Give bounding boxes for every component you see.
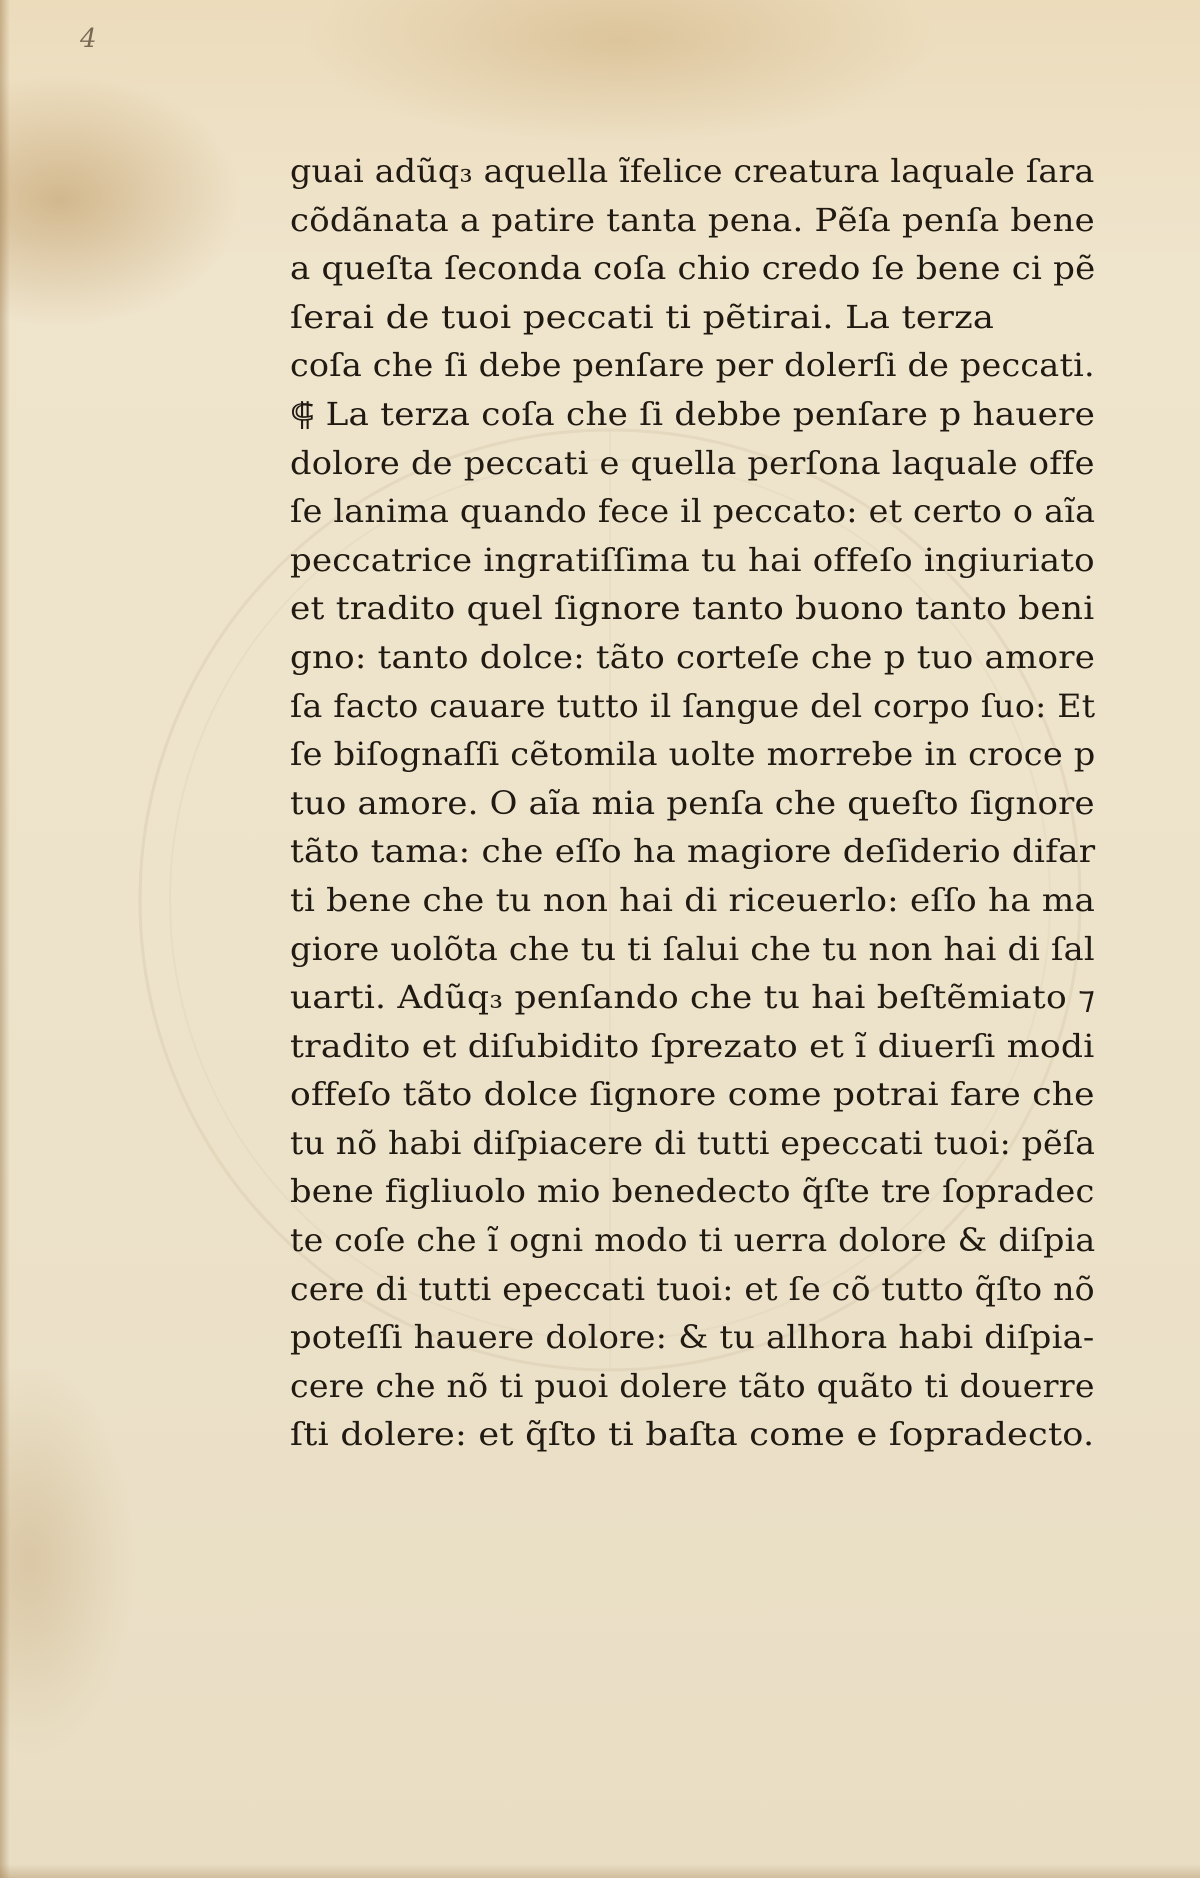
text-line: gno: tanto dolce: tãto corteſe che p tuo amore [290,639,1096,676]
text-line: cõdãnata a patire tanta pena. Pẽſa penſa bene [290,202,1095,239]
text-line: ⸿ La terza coſa che ſi debbe penſare p hauere [290,396,1096,433]
body-text [290,148,1096,1460]
text-line: guai adũq₃ aquella ĩfelice creatura laquale ſara [290,154,1095,190]
page-left-edge [0,0,10,1878]
text-line: ſti dolere: et q̃ſto ti baſta come e ſopradecto. [290,1417,1095,1454]
text-line: cere che nõ ti puoi dolere tãto quãto ti douerre [290,1368,1095,1405]
text-line: ti bene che tu non hai di riceuerlo: eſſo ha ma [290,882,1096,919]
section-heading: coſa che ſi debe penſare per dolerſi de peccati. [290,348,1095,385]
text-line: tradito et diſubidito ſprezato et ĩ diuerſi modi [290,1028,1095,1065]
text-line: et tradito quel ſignore tanto buono tanto beni [290,591,1095,628]
folio-number: 4 [80,24,97,54]
text-line: a queſta ſeconda coſa chio credo ſe bene ci pẽ [290,251,1096,288]
text-line: te coſe che ĩ ogni modo ti uerra dolore & diſpia [290,1223,1096,1260]
text-line: uarti. Adũq₃ penſando che tu hai beſtẽmiato ⁊ [290,980,1096,1017]
page-bottom-edge [0,1864,1200,1878]
text-line: giore uolõta che tu ti ſalui che tu non hai di ſal [290,931,1095,968]
text-line: ſerai de tuoi peccati ti pẽtirai. La terza [290,299,995,336]
text-line: ſe biſognaſſi cẽtomila uolte morrebe in croce p [290,737,1096,774]
text-line: cere di tutti epeccati tuoi: et ſe cõ tutto q̃ſto nõ [290,1271,1095,1308]
text-line: tãto tama: che eſſo ha magiore deſiderio difar [290,834,1096,871]
text-line: ſa facto cauare tutto il ſangue del corpo ſuo: Et [290,688,1096,725]
text-line: tuo amore. O aĩa mia penſa che queſto ſignore [290,785,1095,822]
text-line: bene figliuolo mio benedecto q̃ſte tre ſopradec [290,1174,1095,1211]
text-line: poteſſi hauere dolore: & tu allhora habi diſpia- [290,1320,1095,1357]
text-line: tu nõ habi diſpiacere di tutti epeccati tuoi: pẽſa [290,1125,1096,1162]
text-line: offeſo tãto dolce ſignore come potrai fare che [290,1077,1095,1114]
text-line: ſe lanima quando fece il peccato: et certo o aĩa [290,494,1096,531]
text-line: dolore de peccati e quella perſona laquale offe [290,445,1095,482]
text-line: peccatrice ingratiſſima tu hai offeſo ingiuriato [290,542,1095,579]
